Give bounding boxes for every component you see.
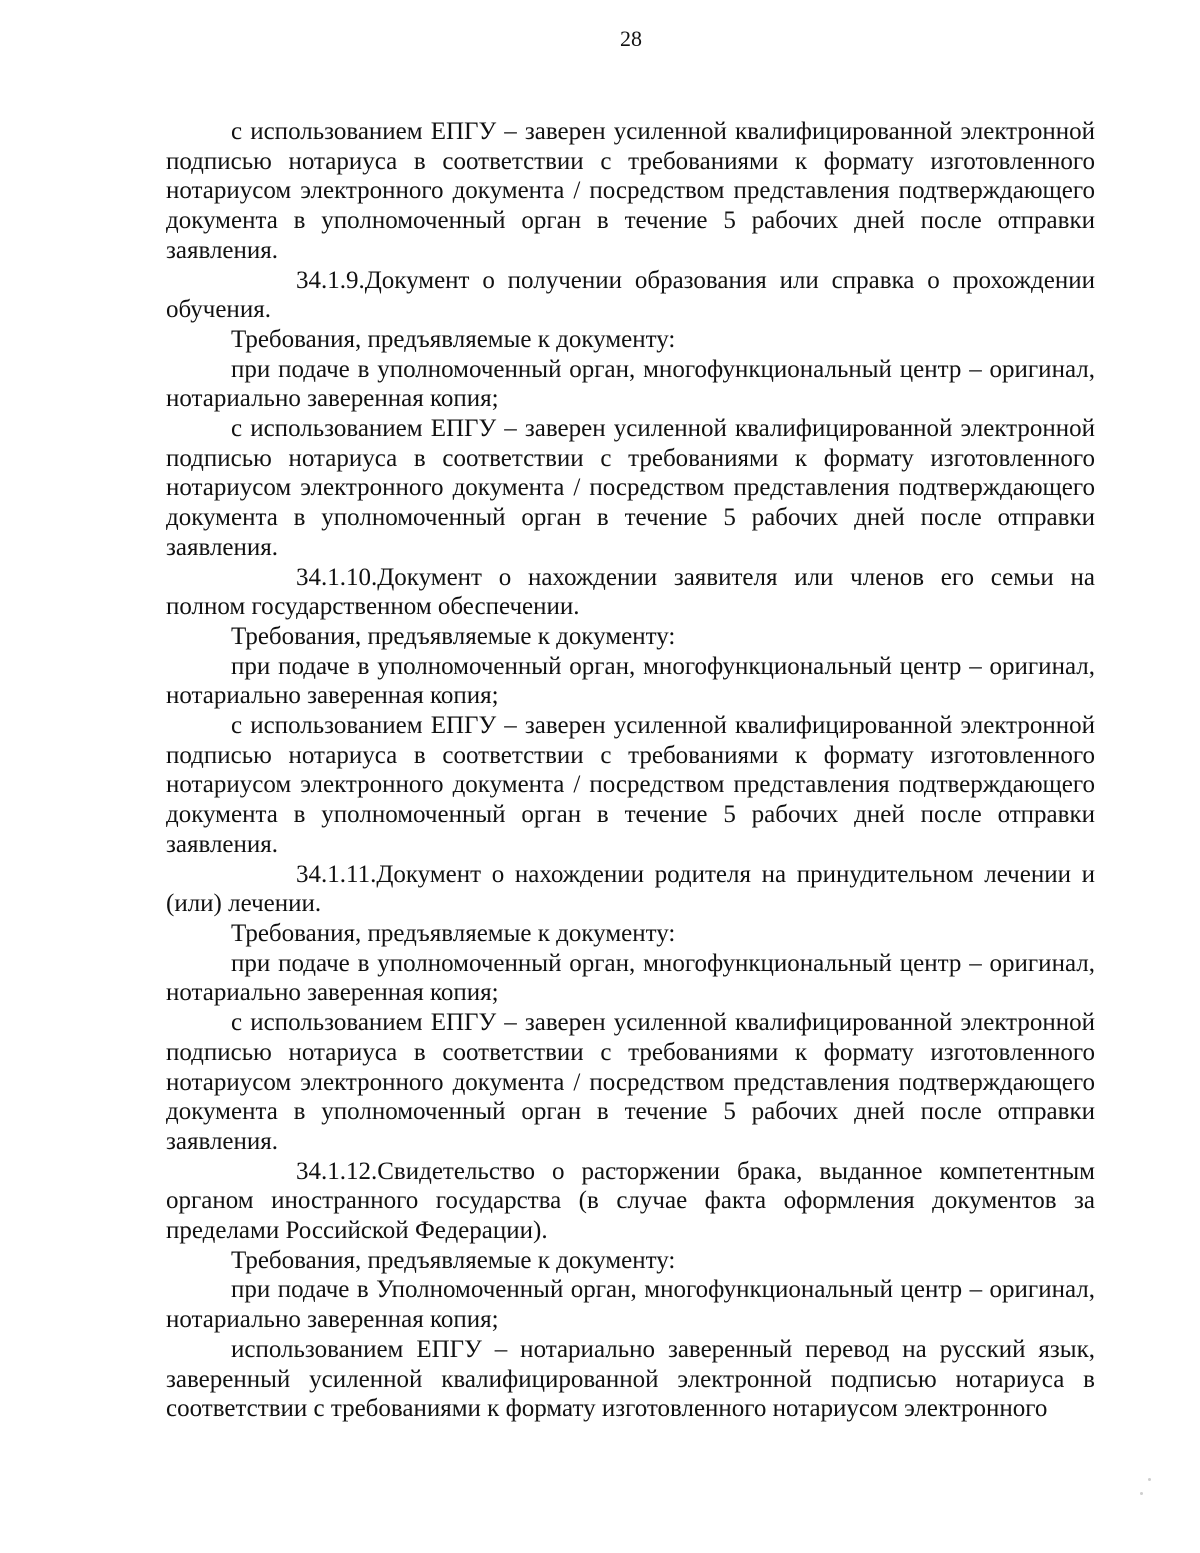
paragraph: при подаче в уполномоченный орган, многофункциональный центр – оригинал, нотариально заверенная копия; (166, 949, 1095, 1007)
item-text: Документ о нахождении заявителя или членов его семьи на полном государственном обеспечении. (166, 563, 1095, 621)
page-number: 28 (620, 26, 642, 51)
paragraph: Требования, предъявляемые к документу: (231, 325, 676, 353)
paragraph: Требования, предъявляемые к документу: (231, 1246, 676, 1274)
scan-speck (1148, 1478, 1151, 1481)
scan-speck (1140, 1492, 1143, 1495)
numbered-item (166, 563, 1095, 622)
paragraph: с использованием ЕПГУ – заверен усиленной квалифицированной электронной подписью нотариуса в соответствии с требованиями к формату изготовленного нотариусом электронного документа / посредством представления подтверждающего документа в уполномоченный орган в течение 5 рабочих дней после отправки заявления. (166, 1009, 1095, 1155)
numbered-item (166, 1157, 1095, 1246)
paragraph: Требования, предъявляемые к документу: (231, 919, 676, 947)
item-text: Свидетельство о расторжении брака, выданное компетентным органом иностранного государства (в случае факта оформления документов за пределами Российской Федерации). (166, 1157, 1095, 1245)
paragraph: при подаче в Уполномоченный орган, многофункциональный центр – оригинал, нотариально заверенная копия; (166, 1276, 1095, 1334)
item-number: 34.1.10. (296, 563, 378, 591)
paragraph: при подаче в уполномоченный орган, многофункциональный центр – оригинал, нотариально заверенная копия; (166, 355, 1095, 413)
item-number: 34.1.11. (296, 860, 377, 888)
paragraph: при подаче в уполномоченный орган, многофункциональный центр – оригинал, нотариально заверенная копия; (166, 652, 1095, 710)
paragraph: с использованием ЕПГУ – заверен усиленной квалифицированной электронной подписью нотариуса в соответствии с требованиями к формату изготовленного нотариусом электронного документа / посредством представления подтверждающего документа в уполномоченный орган в течение 5 рабочих дней после отправки заявления. (166, 712, 1095, 858)
page-body (166, 117, 1095, 1424)
numbered-item (166, 860, 1095, 919)
item-text: Документ о нахождении родителя на принудительном лечении и (или) лечении. (166, 860, 1095, 918)
paragraph: с использованием ЕПГУ – заверен усиленной квалифицированной электронной подписью нотариуса в соответствии с требованиями к формату изготовленного нотариусом электронного документа / посредством представления подтверждающего документа в уполномоченный орган в течение 5 рабочих дней после отправки заявления. (166, 118, 1095, 264)
paragraph: использованием ЕПГУ – нотариально заверенный перевод на русский язык, заверенный усиленной квалифицированной электронной подписью нотариуса в соответствии с требованиями к формату изготовленного нотариусом электронного (166, 1335, 1095, 1423)
item-text: Документ о получении образования или справка о прохождении обучения. (166, 266, 1095, 324)
numbered-item (166, 266, 1095, 325)
paragraph: Требования, предъявляемые к документу: (231, 622, 676, 650)
paragraph: с использованием ЕПГУ – заверен усиленной квалифицированной электронной подписью нотариуса в соответствии с требованиями к формату изготовленного нотариусом электронного документа / посредством представления подтверждающего документа в уполномоченный орган в течение 5 рабочих дней после отправки заявления. (166, 415, 1095, 561)
item-number: 34.1.9. (296, 266, 365, 294)
item-number: 34.1.12. (296, 1157, 378, 1185)
